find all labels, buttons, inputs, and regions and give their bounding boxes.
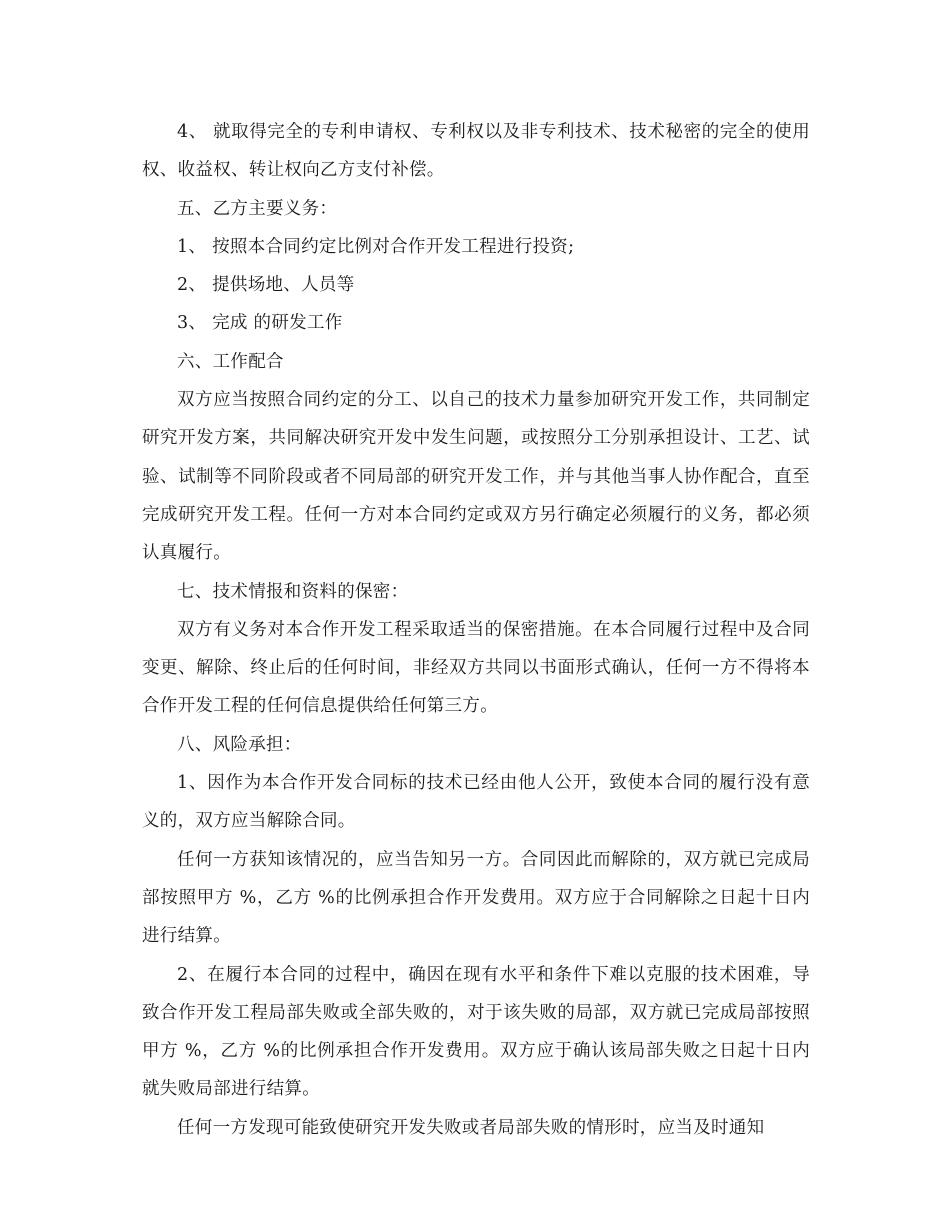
heading-work-cooperation: 六、工作配合 [177, 351, 284, 372]
paragraph-risk-1-settlement: 任何一方获知该情况的，应当告知另一方。合同因此而解除的，双方就已完成局部按照甲方 %，乙方 %的比例承担合作开发费用。双方应于合同解除之日起十日内进行结算。 [142, 849, 810, 947]
paragraph-confidentiality: 双方有义务对本合作开发工程采取适当的保密措施。在本合同履行过程中及合同变更、解除、终止后的任何时间，非经双方共同以书面形式确认，任何一方不得将本合作开发工程的任何信息提供给任何第三方。 [142, 619, 810, 717]
paragraph-work-cooperation: 双方应当按照合同约定的分工、以自己的技术力量参加研究开发工作，共同制定研究开发方案，共同解决研究开发中发生问题，或按照分工分别承担设计、工艺、试验、试制等不同阶段或者不同局部的研究开发工作，并与其他当事人协作配合，直至完成研究开发工程。任何一方对本合同约定或双方另行确定必须履行的义务，都必须认真履行。 [142, 390, 810, 564]
heading-confidentiality: 七、技术情报和资料的保密： [177, 581, 409, 602]
paragraph-obligation-1: 1、 按照本合同约定比例对合作开发工程进行投资; [177, 236, 575, 257]
paragraph-clause-4-compensation: 4、 就取得完全的专利申请权、专利权以及非专利技术、技术秘密的完全的使用权、收益权、转让权向乙方支付补偿。 [142, 122, 810, 181]
paragraph-risk-1: 1、因作为本合作开发合同标的技术已经由他人公开，致使本合同的履行没有意义的，双方应当解除合同。 [142, 773, 810, 832]
paragraph-risk-notice: 任何一方发现可能致使研究开发失败或者局部失败的情形时，应当及时通知 [177, 1117, 765, 1138]
paragraph-risk-2: 2、在履行本合同的过程中，确因在现有水平和条件下难以克服的技术困难，导致合作开发工程局部失败或全部失败的，对于该失败的局部，双方就已完成局部按照甲方 %，乙方 %的比例承担合作开发费用。双方应于确认该局部失败之日起十日内就失败局部进行结算。 [142, 964, 810, 1100]
heading-risk-bearing: 八、风险承担： [177, 734, 302, 755]
document-body [142, 113, 810, 1147]
heading-party-b-obligations: 五、乙方主要义务： [177, 198, 338, 219]
paragraph-obligation-3: 3、 完成 的研发工作 [177, 313, 343, 334]
paragraph-obligation-2: 2、 提供场地、人员等 [177, 275, 355, 296]
